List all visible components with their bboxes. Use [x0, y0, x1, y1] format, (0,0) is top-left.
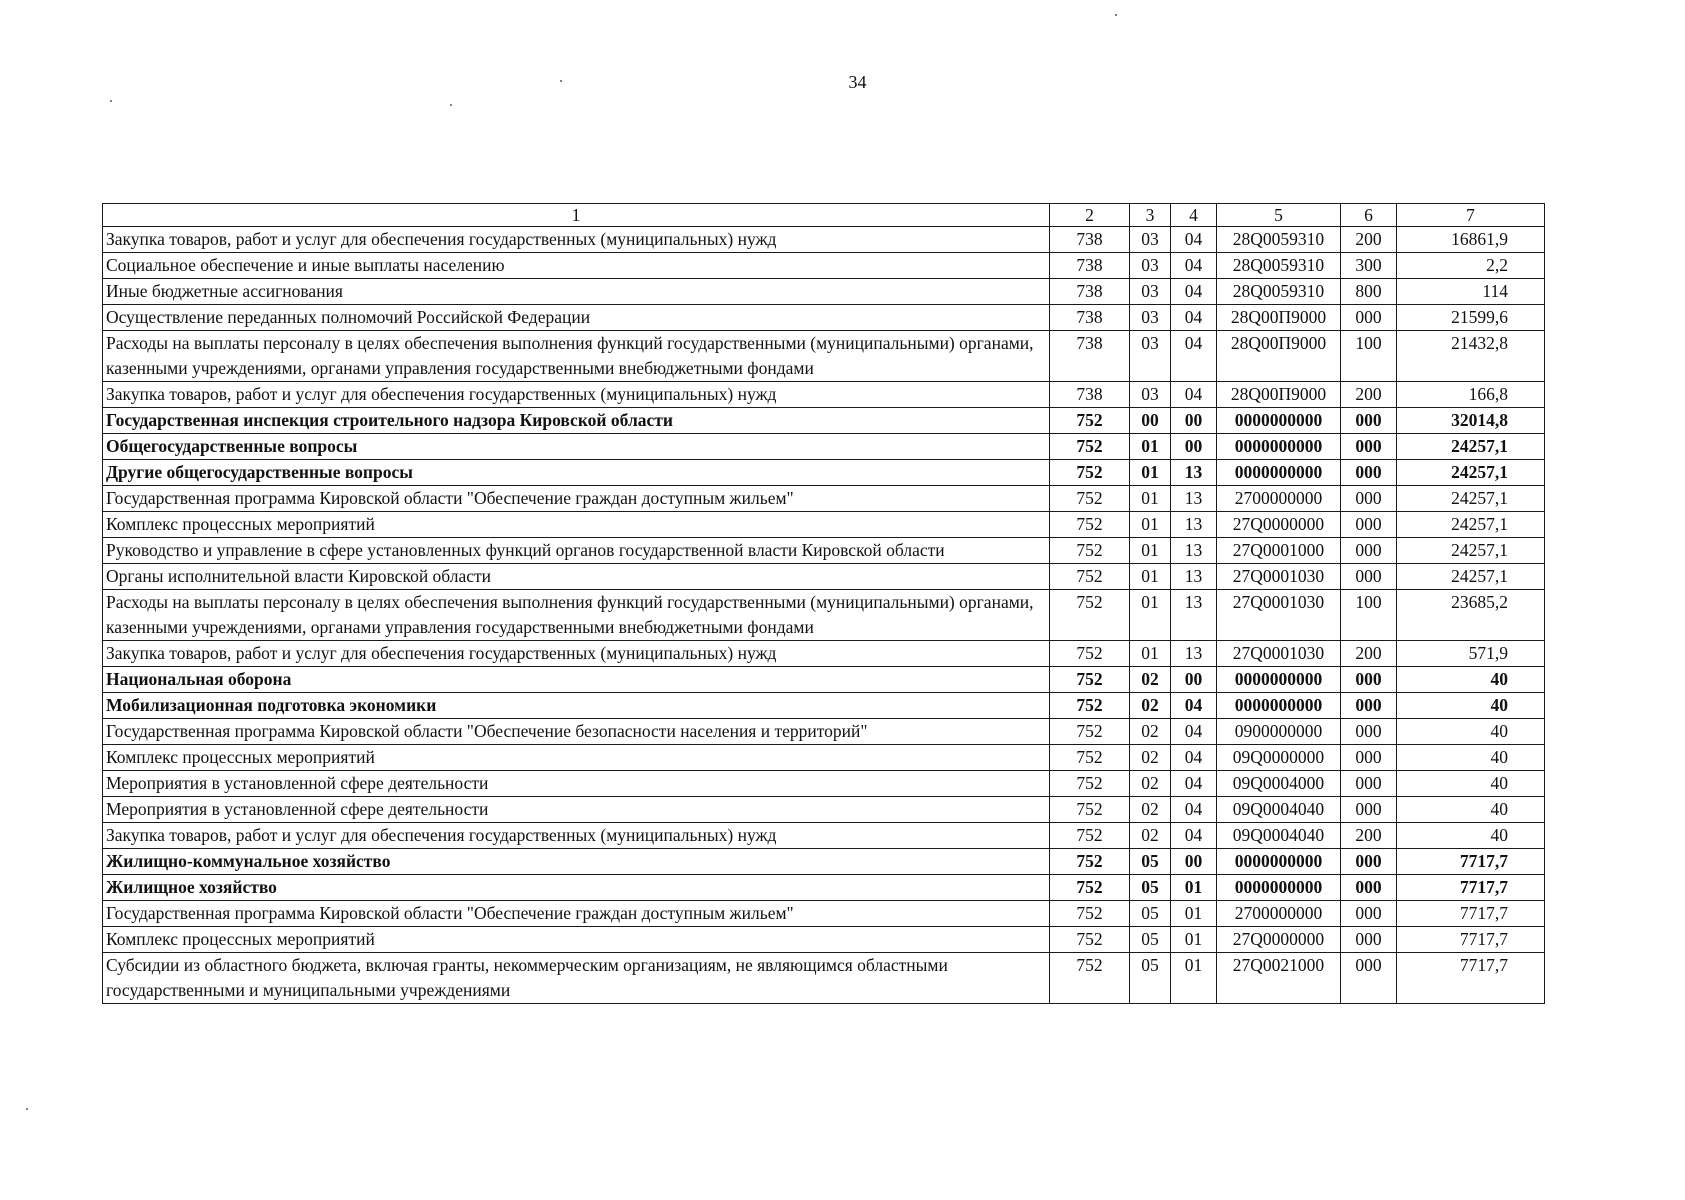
ministry-code-cell: 752: [1050, 590, 1130, 641]
table-row: [103, 460, 1545, 486]
section-code-cell: 01: [1130, 641, 1171, 667]
section-code-cell: 01: [1130, 564, 1171, 590]
ministry-code-cell: 752: [1050, 875, 1130, 901]
section-code-cell: 03: [1130, 227, 1171, 253]
target-article-cell: 0000000000: [1217, 849, 1341, 875]
target-article-cell: 0000000000: [1217, 693, 1341, 719]
subsection-code-cell: 13: [1171, 641, 1217, 667]
target-article-cell: 0000000000: [1217, 434, 1341, 460]
amount-cell: 166,8: [1397, 382, 1545, 408]
amount-cell: 571,9: [1397, 641, 1545, 667]
subsection-code-cell: 04: [1171, 797, 1217, 823]
section-code-cell: 00: [1130, 408, 1171, 434]
target-article-cell: 09Q0004040: [1217, 823, 1341, 849]
expense-type-cell: 000: [1341, 771, 1397, 797]
target-article-cell: 0000000000: [1217, 667, 1341, 693]
page-number: 34: [848, 72, 867, 92]
expense-type-cell: 000: [1341, 512, 1397, 538]
target-article-cell: 27Q0000000: [1217, 927, 1341, 953]
subsection-code-cell: 00: [1171, 408, 1217, 434]
table-row: [103, 590, 1545, 641]
row-name-cell: Руководство и управление в сфере установленных функций органов государственной власти Кировской области: [103, 538, 1050, 564]
target-article-cell: 28Q0059310: [1217, 227, 1341, 253]
target-article-cell: 28Q00П9000: [1217, 382, 1341, 408]
amount-cell: 7717,7: [1397, 953, 1545, 1004]
subsection-code-cell: 04: [1171, 227, 1217, 253]
target-article-cell: 28Q00П9000: [1217, 331, 1341, 382]
subsection-code-cell: 04: [1171, 279, 1217, 305]
column-header: 1: [103, 204, 1050, 227]
target-article-cell: 28Q00П9000: [1217, 305, 1341, 331]
subsection-code-cell: 00: [1171, 849, 1217, 875]
ministry-code-cell: 752: [1050, 953, 1130, 1004]
expense-type-cell: 000: [1341, 849, 1397, 875]
ministry-code-cell: 752: [1050, 797, 1130, 823]
subsection-code-cell: 04: [1171, 823, 1217, 849]
target-article-cell: 27Q0001000: [1217, 538, 1341, 564]
table-row: [103, 823, 1545, 849]
subsection-code-cell: 00: [1171, 667, 1217, 693]
ministry-code-cell: 752: [1050, 745, 1130, 771]
expense-type-cell: 000: [1341, 693, 1397, 719]
row-name-cell: Общегосударственные вопросы: [103, 434, 1050, 460]
row-name-cell: Комплекс процессных мероприятий: [103, 745, 1050, 771]
row-name-cell: Государственная программа Кировской области "Обеспечение граждан доступным жильем": [103, 901, 1050, 927]
amount-cell: 114: [1397, 279, 1545, 305]
section-code-cell: 01: [1130, 512, 1171, 538]
section-code-cell: 05: [1130, 875, 1171, 901]
table-row: [103, 538, 1545, 564]
target-article-cell: 0000000000: [1217, 408, 1341, 434]
row-name-cell: Расходы на выплаты персоналу в целях обеспечения выполнения функций государственными (муниципальными) органами, казенными учреждениями, органами управления государственными внебюджетными фондами: [103, 331, 1050, 382]
section-code-cell: 03: [1130, 382, 1171, 408]
row-name-cell: Комплекс процессных мероприятий: [103, 512, 1050, 538]
row-name-cell: Национальная оборона: [103, 667, 1050, 693]
target-article-cell: 27Q0001030: [1217, 590, 1341, 641]
target-article-cell: 0000000000: [1217, 460, 1341, 486]
table-row: [103, 693, 1545, 719]
ministry-code-cell: 752: [1050, 849, 1130, 875]
amount-cell: 16861,9: [1397, 227, 1545, 253]
expense-type-cell: 100: [1341, 331, 1397, 382]
amount-cell: 32014,8: [1397, 408, 1545, 434]
row-name-cell: Государственная инспекция строительного надзора Кировской области: [103, 408, 1050, 434]
section-code-cell: 02: [1130, 771, 1171, 797]
table-row: [103, 512, 1545, 538]
expense-type-cell: 200: [1341, 227, 1397, 253]
ministry-code-cell: 752: [1050, 460, 1130, 486]
expense-type-cell: 000: [1341, 797, 1397, 823]
ministry-code-cell: 752: [1050, 538, 1130, 564]
scan-speck: [1115, 14, 1117, 16]
section-code-cell: 02: [1130, 745, 1171, 771]
ministry-code-cell: 738: [1050, 305, 1130, 331]
table-row: [103, 279, 1545, 305]
scan-speck: [560, 80, 562, 82]
table-row: [103, 953, 1545, 1004]
row-name-cell: Расходы на выплаты персоналу в целях обеспечения выполнения функций государственными (муниципальными) органами, казенными учреждениями, органами управления государственными внебюджетными фондами: [103, 590, 1050, 641]
amount-cell: 40: [1397, 745, 1545, 771]
amount-cell: 21432,8: [1397, 331, 1545, 382]
section-code-cell: 01: [1130, 486, 1171, 512]
column-header: 5: [1217, 204, 1341, 227]
table-row: [103, 486, 1545, 512]
section-code-cell: 02: [1130, 719, 1171, 745]
row-name-cell: Другие общегосударственные вопросы: [103, 460, 1050, 486]
expense-type-cell: 000: [1341, 719, 1397, 745]
row-name-cell: Государственная программа Кировской области "Обеспечение граждан доступным жильем": [103, 486, 1050, 512]
ministry-code-cell: 738: [1050, 227, 1130, 253]
table-row: [103, 434, 1545, 460]
table-row: [103, 719, 1545, 745]
expense-type-cell: 000: [1341, 538, 1397, 564]
amount-cell: 7717,7: [1397, 927, 1545, 953]
ministry-code-cell: 752: [1050, 719, 1130, 745]
table-row: [103, 305, 1545, 331]
column-header: 2: [1050, 204, 1130, 227]
amount-cell: 7717,7: [1397, 849, 1545, 875]
row-name-cell: Органы исполнительной власти Кировской области: [103, 564, 1050, 590]
ministry-code-cell: 752: [1050, 512, 1130, 538]
target-article-cell: 27Q0001030: [1217, 641, 1341, 667]
target-article-cell: 09Q0000000: [1217, 745, 1341, 771]
table-row: [103, 382, 1545, 408]
subsection-code-cell: 04: [1171, 745, 1217, 771]
ministry-code-cell: 752: [1050, 564, 1130, 590]
section-code-cell: 02: [1130, 667, 1171, 693]
expense-type-cell: 200: [1341, 382, 1397, 408]
row-name-cell: Социальное обеспечение и иные выплаты населению: [103, 253, 1050, 279]
subsection-code-cell: 04: [1171, 382, 1217, 408]
row-name-cell: Закупка товаров, работ и услуг для обеспечения государственных (муниципальных) нужд: [103, 382, 1050, 408]
table-row: [103, 745, 1545, 771]
amount-cell: 40: [1397, 823, 1545, 849]
target-article-cell: 2700000000: [1217, 901, 1341, 927]
ministry-code-cell: 752: [1050, 641, 1130, 667]
row-name-cell: Закупка товаров, работ и услуг для обеспечения государственных (муниципальных) нужд: [103, 823, 1050, 849]
ministry-code-cell: 752: [1050, 927, 1130, 953]
column-header: 7: [1397, 204, 1545, 227]
ministry-code-cell: 752: [1050, 434, 1130, 460]
amount-cell: 40: [1397, 667, 1545, 693]
scan-speck: [110, 100, 112, 102]
subsection-code-cell: 01: [1171, 875, 1217, 901]
subsection-code-cell: 13: [1171, 512, 1217, 538]
table-row: [103, 667, 1545, 693]
table-row: [103, 331, 1545, 382]
expense-type-cell: 200: [1341, 641, 1397, 667]
ministry-code-cell: 752: [1050, 693, 1130, 719]
amount-cell: 24257,1: [1397, 486, 1545, 512]
row-name-cell: Государственная программа Кировской области "Обеспечение безопасности населения и территорий": [103, 719, 1050, 745]
expense-type-cell: 000: [1341, 901, 1397, 927]
subsection-code-cell: 13: [1171, 460, 1217, 486]
ministry-code-cell: 752: [1050, 667, 1130, 693]
expense-type-cell: 300: [1341, 253, 1397, 279]
ministry-code-cell: 752: [1050, 823, 1130, 849]
amount-cell: 24257,1: [1397, 538, 1545, 564]
expense-type-cell: 000: [1341, 875, 1397, 901]
ministry-code-cell: 752: [1050, 771, 1130, 797]
target-article-cell: 09Q0004040: [1217, 797, 1341, 823]
ministry-code-cell: 738: [1050, 331, 1130, 382]
scan-speck: [26, 1108, 28, 1110]
amount-cell: 24257,1: [1397, 434, 1545, 460]
target-article-cell: 27Q0000000: [1217, 512, 1341, 538]
ministry-code-cell: 752: [1050, 486, 1130, 512]
target-article-cell: 2700000000: [1217, 486, 1341, 512]
expense-type-cell: 800: [1341, 279, 1397, 305]
section-code-cell: 01: [1130, 538, 1171, 564]
section-code-cell: 01: [1130, 460, 1171, 486]
expense-type-cell: 000: [1341, 745, 1397, 771]
expense-type-cell: 000: [1341, 667, 1397, 693]
column-header: 4: [1171, 204, 1217, 227]
table-row: [103, 641, 1545, 667]
expense-type-cell: 100: [1341, 590, 1397, 641]
section-code-cell: 05: [1130, 927, 1171, 953]
table-row: [103, 253, 1545, 279]
table-row: [103, 849, 1545, 875]
ministry-code-cell: 752: [1050, 901, 1130, 927]
section-code-cell: 05: [1130, 953, 1171, 1004]
subsection-code-cell: 13: [1171, 590, 1217, 641]
amount-cell: 40: [1397, 771, 1545, 797]
section-code-cell: 01: [1130, 434, 1171, 460]
section-code-cell: 01: [1130, 590, 1171, 641]
table-row: [103, 564, 1545, 590]
table-row: [103, 875, 1545, 901]
budget-table: [102, 203, 1545, 1004]
row-name-cell: Комплекс процессных мероприятий: [103, 927, 1050, 953]
section-code-cell: 03: [1130, 253, 1171, 279]
column-header: 3: [1130, 204, 1171, 227]
amount-cell: 23685,2: [1397, 590, 1545, 641]
amount-cell: 7717,7: [1397, 875, 1545, 901]
scan-speck: [450, 104, 452, 106]
row-name-cell: Закупка товаров, работ и услуг для обеспечения государственных (муниципальных) нужд: [103, 641, 1050, 667]
target-article-cell: 09Q0004000: [1217, 771, 1341, 797]
section-code-cell: 02: [1130, 693, 1171, 719]
expense-type-cell: 000: [1341, 953, 1397, 1004]
amount-cell: 24257,1: [1397, 564, 1545, 590]
row-name-cell: Осуществление переданных полномочий Российской Федерации: [103, 305, 1050, 331]
subsection-code-cell: 00: [1171, 434, 1217, 460]
table-row: [103, 408, 1545, 434]
row-name-cell: Жилищно-коммунальное хозяйство: [103, 849, 1050, 875]
section-code-cell: 03: [1130, 279, 1171, 305]
row-name-cell: Иные бюджетные ассигнования: [103, 279, 1050, 305]
column-header: 6: [1341, 204, 1397, 227]
target-article-cell: 28Q0059310: [1217, 279, 1341, 305]
subsection-code-cell: 04: [1171, 331, 1217, 382]
target-article-cell: 0900000000: [1217, 719, 1341, 745]
section-code-cell: 05: [1130, 901, 1171, 927]
table-row: [103, 797, 1545, 823]
subsection-code-cell: 04: [1171, 253, 1217, 279]
ministry-code-cell: 738: [1050, 279, 1130, 305]
subsection-code-cell: 04: [1171, 719, 1217, 745]
target-article-cell: 0000000000: [1217, 875, 1341, 901]
expense-type-cell: 000: [1341, 305, 1397, 331]
table-row: [103, 901, 1545, 927]
subsection-code-cell: 04: [1171, 693, 1217, 719]
table-body: [103, 227, 1545, 1004]
expense-type-cell: 000: [1341, 408, 1397, 434]
expense-type-cell: 000: [1341, 564, 1397, 590]
row-name-cell: Мобилизационная подготовка экономики: [103, 693, 1050, 719]
subsection-code-cell: 13: [1171, 564, 1217, 590]
section-code-cell: 05: [1130, 849, 1171, 875]
amount-cell: 40: [1397, 693, 1545, 719]
amount-cell: 40: [1397, 719, 1545, 745]
subsection-code-cell: 01: [1171, 927, 1217, 953]
amount-cell: 2,2: [1397, 253, 1545, 279]
row-name-cell: Жилищное хозяйство: [103, 875, 1050, 901]
subsection-code-cell: 01: [1171, 901, 1217, 927]
subsection-code-cell: 04: [1171, 771, 1217, 797]
row-name-cell: Закупка товаров, работ и услуг для обеспечения государственных (муниципальных) нужд: [103, 227, 1050, 253]
row-name-cell: Мероприятия в установленной сфере деятельности: [103, 797, 1050, 823]
table-row: [103, 227, 1545, 253]
amount-cell: 24257,1: [1397, 460, 1545, 486]
subsection-code-cell: 04: [1171, 305, 1217, 331]
target-article-cell: 28Q0059310: [1217, 253, 1341, 279]
target-article-cell: 27Q0021000: [1217, 953, 1341, 1004]
row-name-cell: Мероприятия в установленной сфере деятельности: [103, 771, 1050, 797]
target-article-cell: 27Q0001030: [1217, 564, 1341, 590]
ministry-code-cell: 738: [1050, 382, 1130, 408]
expense-type-cell: 000: [1341, 460, 1397, 486]
section-code-cell: 02: [1130, 797, 1171, 823]
ministry-code-cell: 752: [1050, 408, 1130, 434]
table-row: [103, 771, 1545, 797]
column-number-header-row: [103, 204, 1545, 227]
amount-cell: 24257,1: [1397, 512, 1545, 538]
table-row: [103, 927, 1545, 953]
amount-cell: 40: [1397, 797, 1545, 823]
ministry-code-cell: 738: [1050, 253, 1130, 279]
amount-cell: 21599,6: [1397, 305, 1545, 331]
amount-cell: 7717,7: [1397, 901, 1545, 927]
row-name-cell: Субсидии из областного бюджета, включая гранты, некоммерческим организациям, не являющимся областными государственными и муниципальными учреждениями: [103, 953, 1050, 1004]
section-code-cell: 03: [1130, 305, 1171, 331]
expense-type-cell: 200: [1341, 823, 1397, 849]
subsection-code-cell: 01: [1171, 953, 1217, 1004]
expense-type-cell: 000: [1341, 486, 1397, 512]
section-code-cell: 03: [1130, 331, 1171, 382]
subsection-code-cell: 13: [1171, 486, 1217, 512]
expense-type-cell: 000: [1341, 434, 1397, 460]
subsection-code-cell: 13: [1171, 538, 1217, 564]
expense-type-cell: 000: [1341, 927, 1397, 953]
section-code-cell: 02: [1130, 823, 1171, 849]
